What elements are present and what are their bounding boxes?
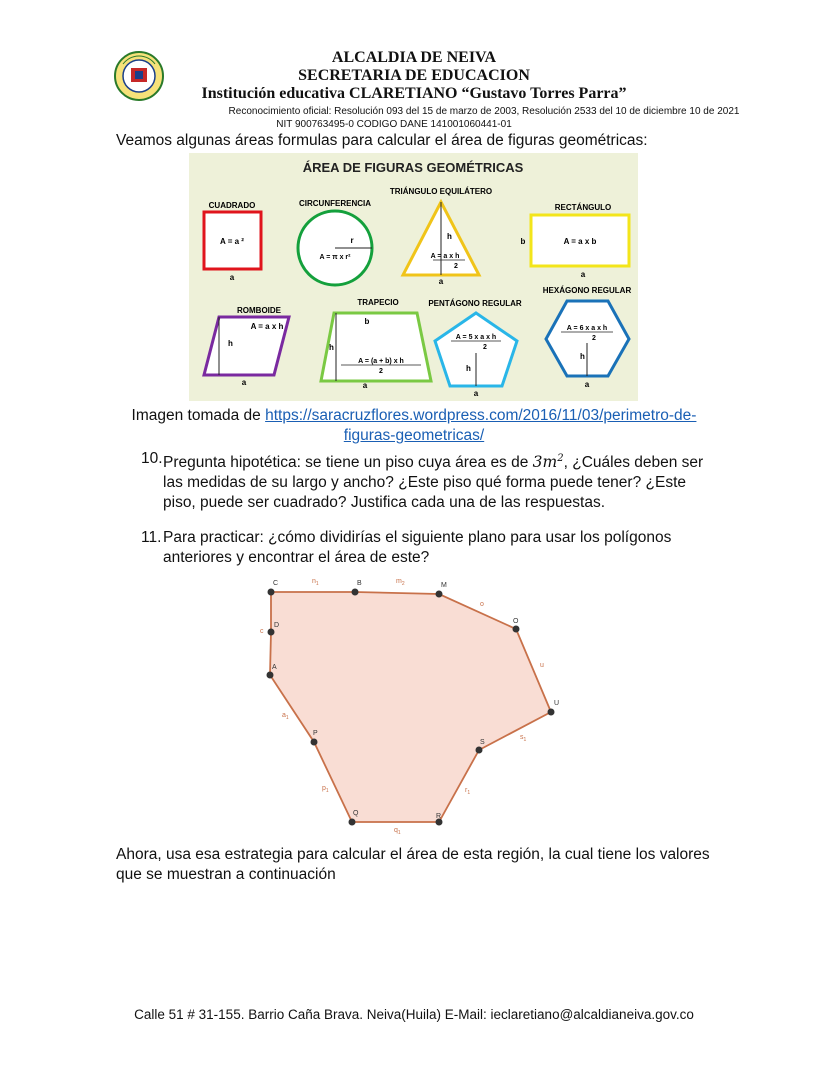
header-line-1: ALCALDIA DE NEIVA xyxy=(331,49,497,66)
label-S: S xyxy=(480,739,485,746)
rectangle-side-a: a xyxy=(580,270,586,279)
question-number: 11. xyxy=(141,529,162,546)
source-link[interactable]: https://saracruzflores.wordpress.com/2016/11/03/perimetro-de- xyxy=(265,407,697,424)
square-formula: A = a ² xyxy=(220,237,244,246)
vertex-M xyxy=(436,591,443,598)
circle-name: CIRCUNFERENCIA xyxy=(299,199,371,208)
edge-m2: $m_2$ xyxy=(396,578,405,587)
rhombus-name: ROMBOIDE xyxy=(237,306,281,315)
question-text-before: Pregunta hipotética: se tiene un piso cuya área es de xyxy=(163,454,533,472)
vertex-P xyxy=(311,739,318,746)
geometric-figures-image xyxy=(189,153,638,401)
rhombus-base: a xyxy=(241,378,247,387)
vertex-C xyxy=(268,589,275,596)
trapezoid-name: TRAPECIO xyxy=(357,298,399,307)
label-D: D xyxy=(274,622,280,629)
rectangle-formula: A = a x b xyxy=(563,237,597,246)
rhombus-height: h xyxy=(228,339,233,348)
trapezoid-formula: A = (a + b) x h xyxy=(358,358,404,365)
trapezoid-shape xyxy=(321,313,431,381)
rectangle-side-b: b xyxy=(520,237,526,246)
edge-c: c xyxy=(260,628,264,635)
edge-u: u xyxy=(540,662,544,669)
triangle-denom: 2 xyxy=(454,263,458,270)
square-side: a xyxy=(229,273,235,282)
caption-prefix: Imagen tomada de xyxy=(131,407,266,424)
pentagon-formula: A = 5 x a x h xyxy=(455,334,497,341)
label-C: C xyxy=(273,580,279,587)
region-polygon xyxy=(270,592,551,822)
ahora-text: Ahora, usa esa estrategia para calcular el área de esta región, la cual tiene los valores que se muestran a continuación xyxy=(116,846,710,883)
hexagon-base: a xyxy=(584,380,590,389)
label-M: M xyxy=(441,582,447,589)
source-link-continued[interactable]: figuras-geometricas/ xyxy=(343,427,485,444)
rhombus-formula: A = a x h xyxy=(250,322,284,331)
footer-address: Calle 51 # 31-155. Barrio Caña Brava. Neiva(Huila) E-Mail: ieclaretiano@alcaldianeiva.gov.co xyxy=(134,1007,694,1022)
edge-q1: $q_1$ xyxy=(394,827,401,836)
vertex-Q xyxy=(349,819,356,826)
question-text xyxy=(163,449,723,513)
edge-a1: $a_1$ xyxy=(282,712,289,721)
triangle-formula: A = a x h xyxy=(430,253,460,260)
header-nit: NIT 900763495-0 CODIGO DANE 141001060441-01 xyxy=(276,119,512,130)
triangle-name: TRIÁNGULO EQUILÁTERO xyxy=(389,187,493,196)
label-O: O xyxy=(513,618,519,625)
pentagon-base: a xyxy=(473,389,479,398)
vertex-D xyxy=(268,629,275,636)
label-Q: Q xyxy=(353,810,359,817)
vertex-A xyxy=(267,672,274,679)
trapezoid-height: h xyxy=(329,343,334,352)
trapezoid-top: b xyxy=(364,317,370,326)
vertex-S xyxy=(476,747,483,754)
header-resolution: Reconocimiento oficial: Resolución 093 del 15 de marzo de 2003, Resolución 2533 del 10 de diciembre 10 de 2021 xyxy=(228,106,740,117)
edge-r1: $r_1$ xyxy=(465,787,471,796)
pentagon-height: h xyxy=(466,364,471,373)
question-text: Para practicar: ¿cómo dividirías el siguiente plano para usar los polígonos anteriores y encontrar el área de este? xyxy=(163,529,672,566)
trapezoid-base: a xyxy=(362,381,368,390)
label-P: P xyxy=(313,730,318,737)
label-R: R xyxy=(436,813,442,820)
square-name: CUADRADO xyxy=(208,201,256,210)
question-text-after: , ¿Cuáles deben ser las medidas de su largo y ancho? ¿Este piso qué forma puede tener? ¿Este piso, puede ser cuadrado? Justifica cada una de las respuestas. xyxy=(163,454,704,512)
question-number: 10. xyxy=(141,450,163,467)
edge-s1: $s_1$ xyxy=(520,734,527,743)
circle-radius: r xyxy=(350,236,354,245)
label-A: A xyxy=(272,664,277,671)
header-line-2: SECRETARIA DE EDUCACION xyxy=(298,67,530,84)
image-caption xyxy=(0,406,828,446)
vertex-B xyxy=(352,589,359,596)
vertex-U xyxy=(548,709,555,716)
triangle-height: h xyxy=(447,232,452,241)
hexagon-height: h xyxy=(580,352,585,361)
edge-o: o xyxy=(480,601,484,608)
figures-title: ÁREA DE FIGURAS GEOMÉTRICAS xyxy=(302,160,524,175)
circle-formula: A = π x r² xyxy=(319,254,351,261)
vertex-O xyxy=(513,626,520,633)
hexagon-formula: A = 6 x a x h xyxy=(566,325,608,332)
hexagon-name: HEXÁGONO REGULAR xyxy=(542,286,632,295)
pentagon-denom: 2 xyxy=(483,344,487,351)
label-B: B xyxy=(357,580,362,587)
label-U: U xyxy=(554,700,560,707)
math-exponent: 2 xyxy=(557,453,564,464)
polygon-plan xyxy=(240,574,580,838)
header-line-3: Institución educativa CLARETIANO “Gustavo Torres Parra” xyxy=(201,85,627,102)
edge-p1: $p_1$ xyxy=(322,785,329,794)
pentagon-name: PENTÁGONO REGULAR xyxy=(428,299,522,308)
triangle-base: a xyxy=(438,277,444,286)
intro-text: Veamos algunas áreas formulas para calcular el área de figuras geométricas: xyxy=(116,132,648,149)
rectangle-name: RECTÁNGULO xyxy=(554,203,612,212)
edge-n1: $n_1$ xyxy=(312,578,319,587)
hexagon-denom: 2 xyxy=(592,335,596,342)
trapezoid-denom: 2 xyxy=(379,368,383,375)
math-area: 3m xyxy=(532,453,558,472)
